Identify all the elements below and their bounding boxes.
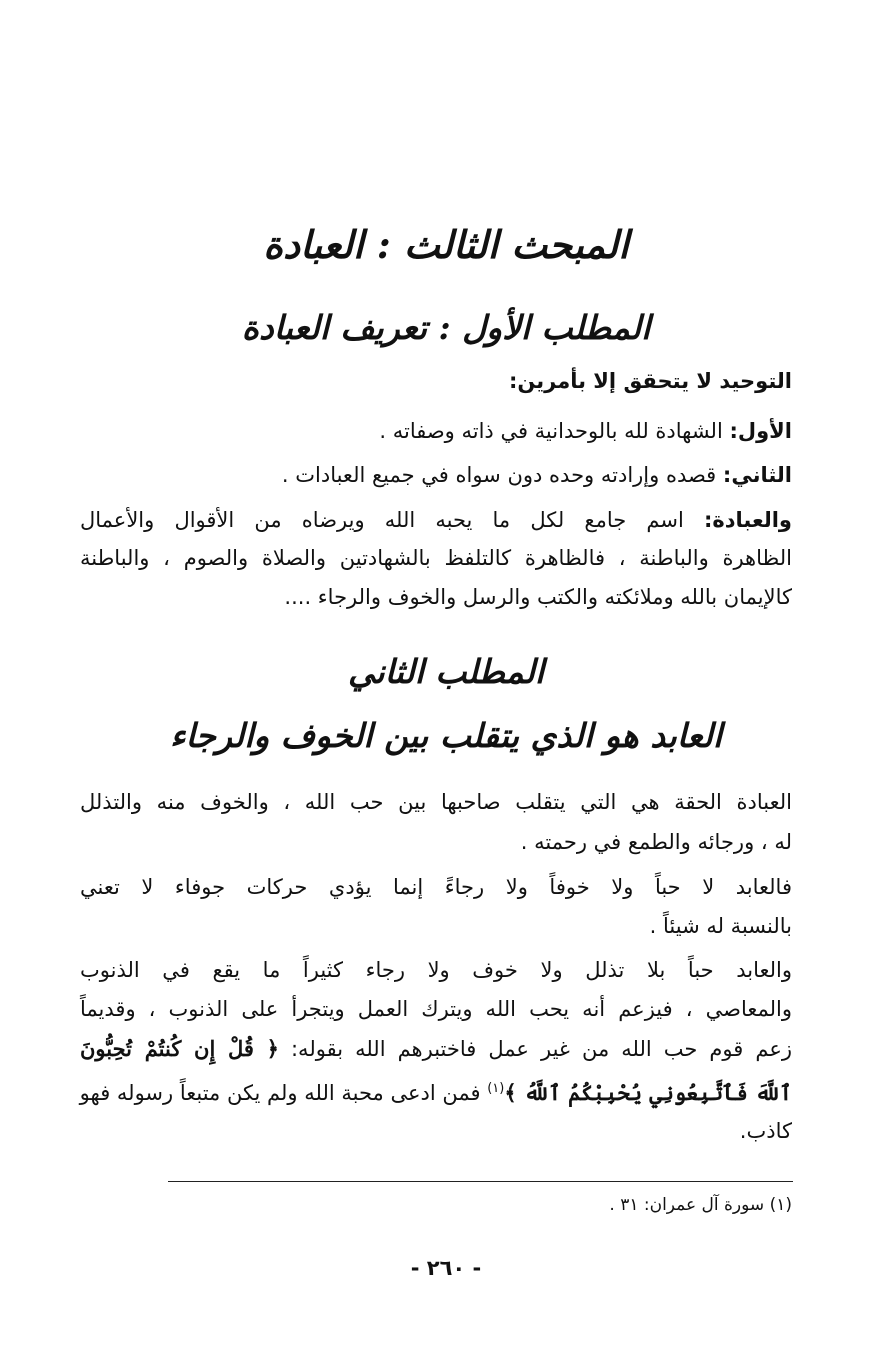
chapter-title: المبحث الثالث : العبادة xyxy=(263,222,629,267)
para1-line-1: العبادة الحقة هي التي يتقلب صاحبها بين حب الله ، والخوف منه والتذلل xyxy=(80,790,792,814)
worship-definition-line-1 xyxy=(80,505,792,535)
para1-line-2: له ، ورجائه والطمع في رحمته . xyxy=(520,830,792,854)
footnote-divider xyxy=(168,1181,793,1182)
para3-line-1: والعابد حباً بلا تذلل ولا خوف ولا رجاء كثيراً ما يقع في الذنوب xyxy=(80,958,792,982)
section-subtitle-fear-hope: العابد هو الذي يتقلب بين الخوف والرجاء xyxy=(169,716,722,755)
para3-line-2: والمعاصي ، فيزعم أنه يحب الله ويترك العمل ويتجرأ على الذنوب ، وقديماً xyxy=(80,997,792,1021)
section-title-second: المطلب الثاني xyxy=(347,652,545,691)
para2-line-1: فالعابد لا حباً ولا خوفاً ولا رجاءً إنما يؤدي حركات جوفاء لا تعني xyxy=(80,875,792,899)
worship-definition-line-3: كالإيمان بالله وملائكته والكتب والرسل والخوف والرجاء .... xyxy=(284,585,792,609)
second-condition-label: الثاني: xyxy=(722,463,792,487)
page-number: - ٢٦٠ - xyxy=(410,1256,482,1280)
first-condition-text: الشهادة لله بالوحدانية في ذاته وصفاته . xyxy=(379,419,723,443)
intro-line: التوحيد لا يتحقق إلا بأمرين: xyxy=(508,369,792,393)
para3-line-3-text: زعم قوم حب الله من غير عمل فاختبرهم الله بقوله: xyxy=(290,1037,792,1061)
first-condition xyxy=(80,416,792,446)
worship-definition-label: والعبادة: xyxy=(703,508,792,532)
second-condition-text: قصده وإرادته وحده دون سواه في جميع العبادات . xyxy=(281,463,717,487)
para3-line-5: كاذب. xyxy=(739,1119,792,1143)
para3-line-3 xyxy=(80,1034,792,1064)
section-title-definition: المطلب الأول : تعريف العبادة xyxy=(241,308,651,347)
worship-definition-text: اسم جامع لكل ما يحبه الله ويرضاه من الأقوال والأعمال xyxy=(80,508,684,532)
para3-line-4 xyxy=(80,1074,792,1108)
first-condition-label: الأول: xyxy=(729,419,792,443)
quran-verse-part-2: ٱللَّهَ فَٱتَّبِعُونِي يُحْبِبْكُمُ ٱللَّهُ ﴾ xyxy=(504,1080,792,1105)
quran-verse-part-1: ﴿ قُلْ إِن كُنتُمْ تُحِبُّونَ xyxy=(80,1036,279,1061)
para3-line-4-text: فمن ادعى محبة الله ولم يكن متبعاً رسوله فهو xyxy=(79,1081,481,1105)
para2-line-2: بالنسبة له شيئاً . xyxy=(649,914,792,938)
footnote-reference: (١) xyxy=(487,1081,505,1096)
footnote: (١) سورة آل عمران: ٣١ . xyxy=(609,1195,792,1215)
second-condition xyxy=(80,460,792,490)
worship-definition-line-2: الظاهرة والباطنة ، فالظاهرة كالتلفظ بالشهادتين والصلاة والصوم ، والباطنة xyxy=(80,546,792,570)
